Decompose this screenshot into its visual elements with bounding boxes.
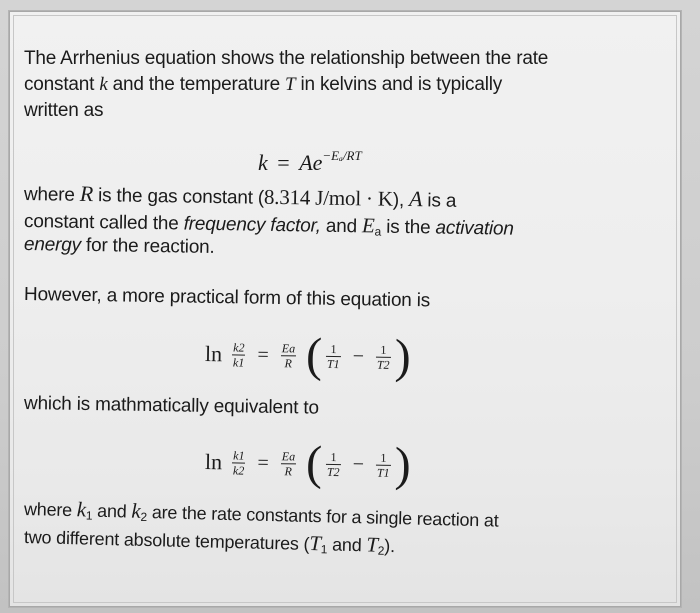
eq2-equals: =: [257, 343, 269, 366]
eq3-lhs-fraction: [232, 448, 246, 477]
symbol-Ea: E: [361, 213, 375, 238]
equivalent-equation: [204, 436, 412, 492]
symbol-A: A: [408, 186, 423, 212]
eq3-lhs-den: k2: [232, 462, 245, 478]
symbol-Ea-sub: a: [374, 224, 382, 239]
eq2-term2-num: 1: [380, 342, 387, 357]
eq1-equals: =: [277, 150, 290, 175]
eq2-coef-fraction: [280, 341, 296, 370]
eq2-term1-num: 1: [330, 341, 337, 356]
eq3-minus: −: [352, 452, 365, 475]
eq2-coef-den: R: [284, 355, 293, 370]
symbol-k2: k: [131, 498, 141, 523]
eq2-lhs-den: k1: [232, 354, 245, 370]
eq2-close-paren: ): [394, 329, 412, 384]
intro-text: in kelvins and is typically: [295, 74, 503, 95]
eq1-Ae: Ae: [299, 150, 323, 175]
symbol-T1-sub: 1: [320, 542, 328, 557]
definition-text: constant called the: [23, 211, 184, 235]
symbol-k1: k: [76, 497, 87, 522]
equivalent-line: which is mathmatically equivalent to: [23, 393, 319, 419]
eq2-term2-fraction: [376, 342, 391, 371]
eq2-lhs-num: k2: [233, 339, 245, 355]
eq2-minus: −: [352, 344, 365, 367]
eq3-term1-fraction: [326, 449, 341, 478]
symbol-T2-sub: 2: [377, 543, 385, 558]
definition-text: is the: [380, 216, 436, 239]
eq3-open-paren: (: [305, 436, 323, 490]
eq3-ln: ln: [204, 449, 223, 475]
eq3-term1-num: 1: [330, 449, 337, 464]
gas-constant-value: 8.314 J/mol · K: [263, 184, 393, 211]
intro-text: constant: [24, 74, 100, 95]
definition-line-3: [24, 234, 215, 259]
eq2-coef-num: Ea: [281, 340, 296, 355]
arrhenius-equation: [258, 148, 362, 176]
practical-equation: [204, 328, 412, 384]
frequency-factor-term: frequency factor,: [183, 213, 321, 237]
eq3-coef-num: Ea: [281, 448, 296, 463]
rate-text: ).: [384, 535, 396, 557]
symbol-T: T: [285, 74, 296, 95]
eq3-close-paren: ): [394, 437, 412, 492]
eq2-lhs-fraction: [232, 340, 246, 369]
rate-text: where: [23, 499, 78, 521]
eq3-term2-fraction: [376, 450, 391, 479]
rate-text: two different absolute temperatures (: [23, 527, 310, 554]
eq3-term1-den: T2: [326, 464, 340, 479]
definition-text: is the gas constant (: [92, 185, 265, 209]
rate-text: are the rate constants for a single reaction at: [146, 502, 499, 531]
eq2-term2-den: T2: [376, 357, 390, 372]
definition-text: ),: [392, 189, 410, 212]
eq1-lhs: k: [258, 150, 268, 175]
symbol-k2-sub: 2: [140, 509, 148, 525]
intro-line-2: [24, 74, 502, 96]
eq2-open-paren: (: [305, 328, 323, 382]
intro-line-1: The Arrhenius equation shows the relationship between the rate: [24, 48, 549, 69]
definition-text: for the reaction.: [80, 234, 215, 258]
eq2-ln: ln: [204, 341, 223, 367]
rate-text: and: [92, 500, 132, 522]
practical-form-line: However, a more practical form of this equation is: [23, 284, 431, 312]
definition-text: where: [23, 184, 80, 206]
eq2-term1-fraction: [326, 341, 341, 370]
rate-text: and: [327, 534, 367, 556]
definition-text: is a: [422, 190, 457, 212]
activation-term: activation: [435, 217, 514, 240]
symbol-T1: T: [309, 530, 322, 556]
symbol-k: k: [99, 74, 108, 95]
symbol-R: R: [79, 180, 94, 207]
eq3-coef-fraction: [280, 449, 296, 478]
eq3-term2-den: T1: [376, 465, 390, 480]
intro-text: and the temperature: [107, 74, 286, 95]
symbol-T2: T: [366, 532, 379, 557]
eq3-lhs-num: k1: [233, 447, 245, 463]
definition-text: and: [320, 215, 363, 238]
eq1-exponent: −Eₐ/RT: [322, 148, 362, 163]
eq2-term1-den: T1: [326, 356, 340, 371]
energy-term: energy: [23, 234, 82, 256]
symbol-k1-sub: 1: [85, 508, 93, 523]
eq3-equals: =: [257, 451, 269, 474]
eq3-term2-num: 1: [380, 450, 387, 465]
eq3-coef-den: R: [284, 463, 293, 478]
intro-line-3: written as: [24, 100, 104, 121]
